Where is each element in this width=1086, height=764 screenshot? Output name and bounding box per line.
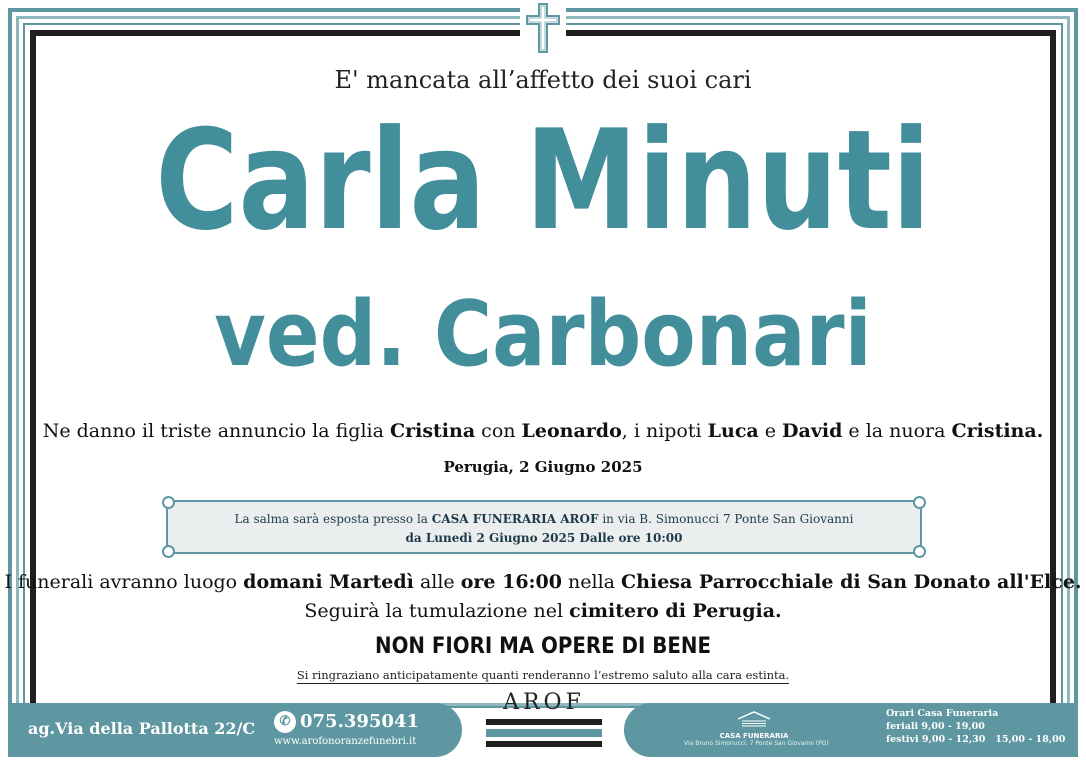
footer-right: [624, 703, 1078, 757]
phone-number[interactable]: ✆ 075.395041: [274, 711, 419, 733]
thanks-line: Si ringraziano anticipatamente quanti renderanno l’estremo saluto alla cara estinta.: [296, 668, 790, 682]
deceased-name: Carla Minuti: [155, 100, 931, 261]
salma-line-1: La salma sarà esposta presso la CASA FUNERARIA AROF in via B. Simonucci 7 Ponte San Giovanni: [234, 512, 854, 526]
logo-bar: [486, 729, 602, 737]
intro-text: E' mancata all’affetto dei suoi cari: [334, 66, 752, 94]
casa-funeraria-name: CASA FUNERARIA: [719, 732, 789, 740]
hours-festivi: festivi 9,00 - 12,30 15,00 - 18,00: [886, 734, 1066, 745]
non-fiori-heading: NON FIORI MA OPERE DI BENE: [375, 634, 711, 659]
salma-line-2: da Lunedì 2 Giugno 2025 Dalle ore 10:00: [405, 531, 683, 545]
arof-logo-text: AROF: [503, 690, 585, 715]
deceased-married-name: ved. Carbonari: [214, 282, 872, 387]
box-corner: [913, 496, 926, 509]
funeral-line-2: Seguirà la tumulazione nel cimitero di Perugia.: [304, 600, 782, 622]
salma-box: [166, 500, 922, 554]
arof-logo: [486, 690, 602, 747]
cross-icon: [520, 0, 566, 56]
box-corner: [162, 545, 175, 558]
phone-icon: ✆: [274, 711, 296, 733]
logo-bar: [486, 719, 602, 725]
footer-left: [8, 703, 462, 757]
funeral-details: [0, 568, 1086, 626]
opening-hours: [886, 707, 1065, 746]
date-line: Perugia, 2 Giugno 2025: [443, 458, 643, 476]
hours-title: Orari Casa Funeraria: [886, 708, 999, 719]
announcement: Ne danno il triste annuncio la figlia Cristina con Leonardo, i nipoti Luca e David e la nuora Cristina.: [42, 420, 1044, 442]
hours-feriali: feriali 9,00 - 19,00: [886, 721, 985, 732]
box-corner: [162, 496, 175, 509]
logo-bar: [486, 741, 602, 747]
casa-funeraria-address: Via Bruno Simonucci, 7 Ponte San Giovanni (PG): [684, 740, 829, 747]
building-icon: [736, 711, 772, 727]
funeral-line-1: I funerali avranno luogo domani Martedì alle ore 16:00 nella Chiesa Parrocchiale di San Donato all'Elce.: [4, 571, 1082, 593]
agency-address: ag.Via della Pallotta 22/C: [28, 719, 256, 738]
box-corner: [913, 545, 926, 558]
casa-funeraria-logo: [684, 711, 829, 747]
website-link[interactable]: www.arofonoranzefunebri.it: [274, 736, 417, 747]
